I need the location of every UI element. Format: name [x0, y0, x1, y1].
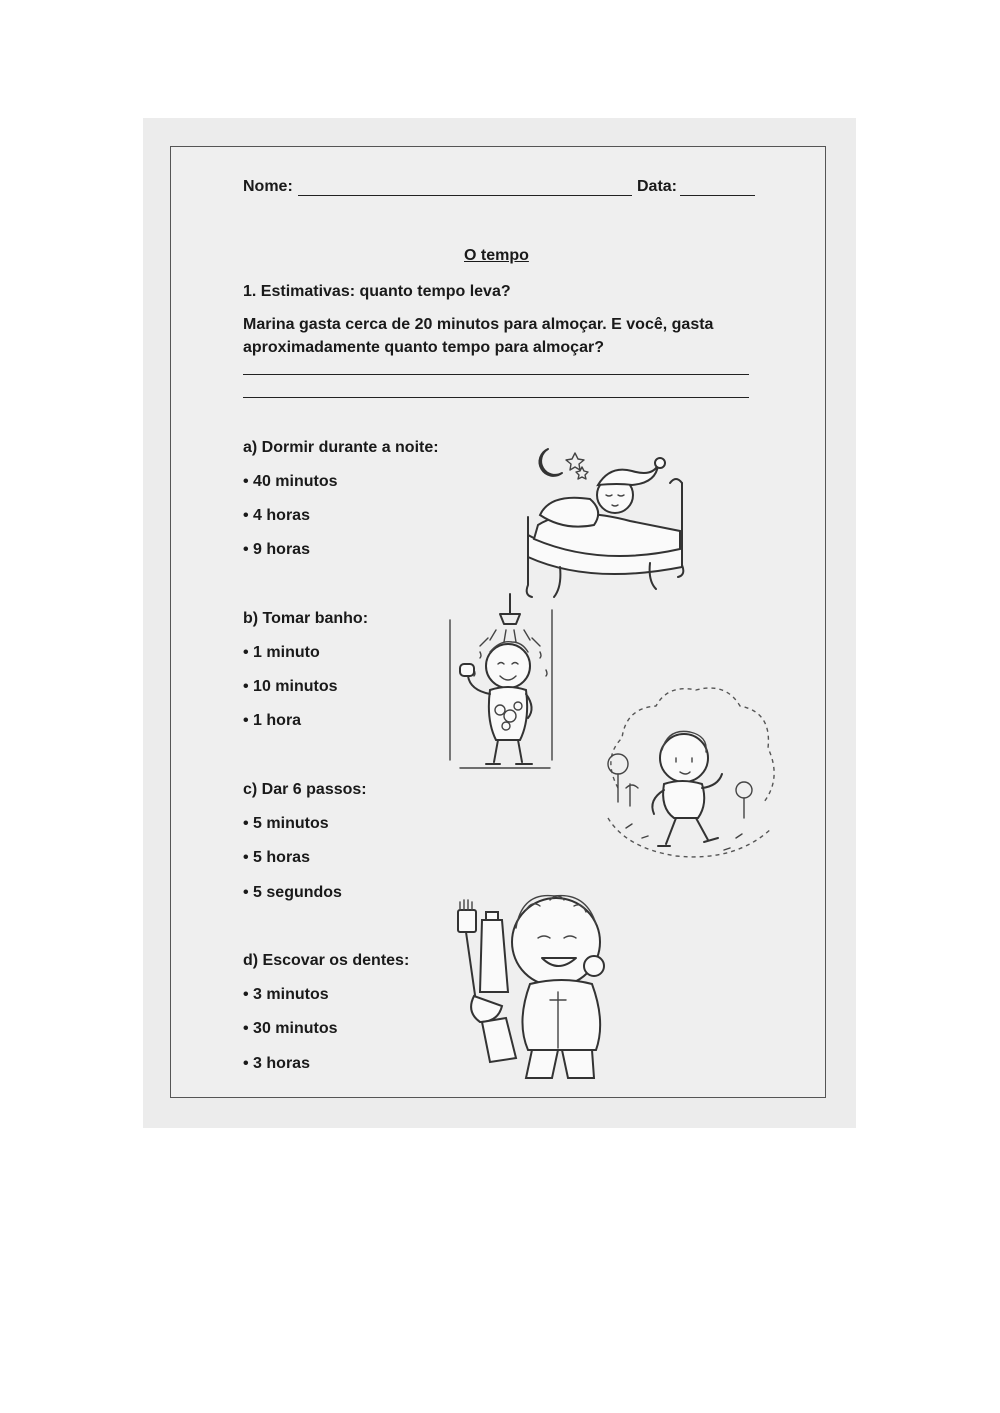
shower-child-icon — [440, 590, 560, 775]
name-blank[interactable] — [298, 195, 632, 196]
sleeping-child-icon — [520, 435, 700, 605]
page-title: O tempo — [464, 247, 529, 264]
item-c-label: c) Dar 6 passos: — [243, 781, 367, 798]
item-d-option-1[interactable]: • 3 minutos — [243, 986, 329, 1004]
item-c-option-2[interactable]: • 5 horas — [243, 849, 310, 867]
item-a-option-3[interactable]: • 9 horas — [243, 541, 310, 559]
answer-line-1[interactable] — [243, 374, 749, 375]
toothbrush-child-icon — [446, 872, 646, 1087]
date-blank[interactable] — [680, 195, 755, 196]
item-a-label: a) Dormir durante a noite: — [243, 439, 439, 456]
question-prompt-line1: Marina gasta cerca de 20 minutos para almoçar. E você, gasta — [243, 316, 714, 333]
item-b-label: b) Tomar banho: — [243, 610, 369, 627]
walking-child-icon — [596, 678, 781, 873]
item-b-option-3[interactable]: • 1 hora — [243, 712, 301, 730]
item-d-option-2[interactable]: • 30 minutos — [243, 1020, 338, 1038]
item-b-option-1[interactable]: • 1 minuto — [243, 644, 320, 662]
item-d-label: d) Escovar os dentes: — [243, 952, 410, 969]
question-prompt-line2: aproximadamente quanto tempo para almoçar? — [243, 339, 604, 356]
item-b-option-2[interactable]: • 10 minutos — [243, 678, 338, 696]
name-label: Nome: — [243, 178, 293, 195]
answer-line-2[interactable] — [243, 397, 749, 398]
item-d-option-3[interactable]: • 3 horas — [243, 1055, 310, 1073]
date-label: Data: — [637, 178, 678, 195]
item-a-option-1[interactable]: • 40 minutos — [243, 473, 338, 491]
item-a-option-2[interactable]: • 4 horas — [243, 507, 310, 525]
question-heading: 1. Estimativas: quanto tempo leva? — [243, 283, 511, 300]
item-c-option-3[interactable]: • 5 segundos — [243, 884, 342, 902]
item-c-option-1[interactable]: • 5 minutos — [243, 815, 329, 833]
